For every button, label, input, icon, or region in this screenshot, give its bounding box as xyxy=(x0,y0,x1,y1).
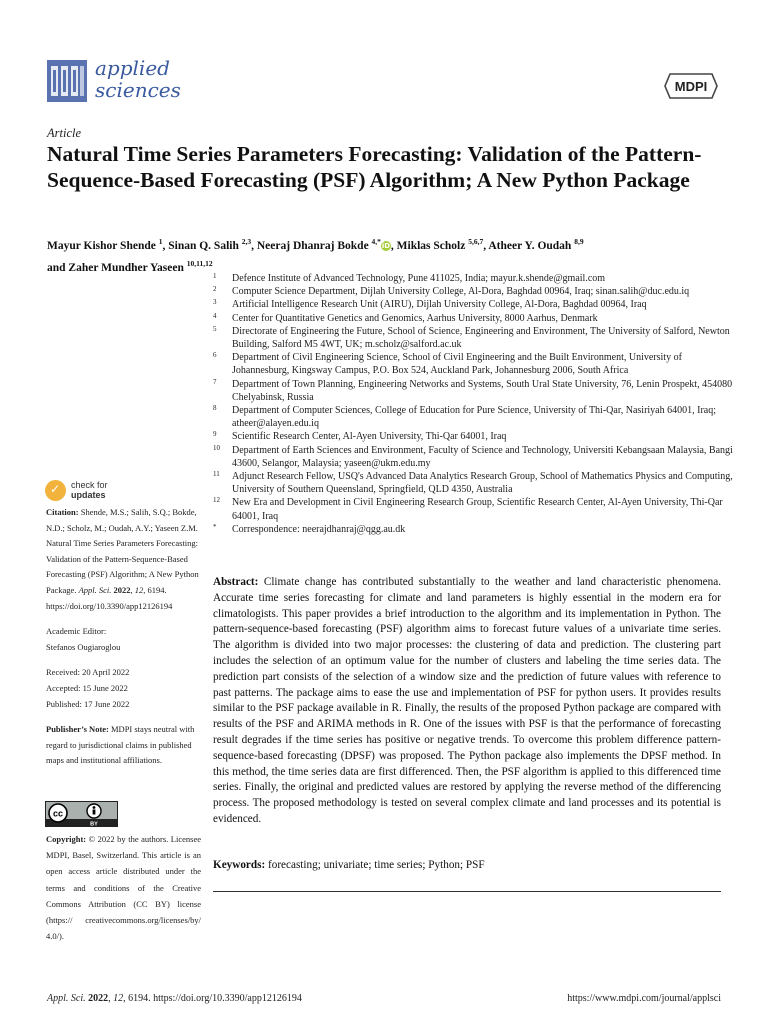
footer-citation: Appl. Sci. 2022, 12, 6194. https://doi.org/10.3390/app12126194 xyxy=(47,993,302,1004)
citation-volume: 12 xyxy=(134,584,144,595)
affiliation-text: Artificial Intelligence Research Unit (AIRU), Dijlah University College, Al-Dora, Baghdad 00964, Iraq xyxy=(232,299,647,311)
affiliation-number: 10 xyxy=(213,443,220,452)
publisher-note-label: Publisher’s Note: xyxy=(46,724,109,735)
author-name: Neeraj Dhanraj Bokde xyxy=(256,239,369,252)
affiliation-text: New Era and Development in Civil Engineering Research Group, Scientific Research Center, Al-Ayen University, Thi-Qar 64001, Iraq xyxy=(232,497,723,522)
affiliation-number: 11 xyxy=(213,470,220,479)
author-sup: 5,6,7 xyxy=(468,237,484,246)
affiliation-item xyxy=(213,325,733,351)
publisher-note-text: MDPI stays neutral with regard to jurisdictional claims in published maps and institutional affiliations. xyxy=(46,724,195,766)
affiliation-text: Center for Quantitative Genetics and Genomics, Aarhus University, 8000 Aarhus, Denmark xyxy=(232,312,598,324)
journal-name-line2: sciences xyxy=(95,78,181,102)
affiliation-item xyxy=(213,496,733,522)
academic-editor-label: Academic Editor: xyxy=(46,626,107,637)
mdpi-label: MDPI xyxy=(674,79,708,94)
citation-year: 2022 xyxy=(113,584,131,595)
affiliation-text: Department of Earth Sciences and Environment, Faculty of Science and Technology, Universiti Kebangsaan Malaysia, Bangi 43600, Selangor, Malaysia; yaseen@ukm.edu.my xyxy=(232,444,733,469)
affiliation-number: 8 xyxy=(213,404,217,413)
affiliations xyxy=(213,272,733,536)
author-sup: 1 xyxy=(158,237,163,246)
affiliation-item xyxy=(213,378,733,404)
affiliation-number: 1 xyxy=(213,272,217,280)
affiliation-item xyxy=(213,444,733,470)
affiliation-item xyxy=(213,430,733,443)
footer-volume: 12 xyxy=(113,993,124,1004)
affiliation-text: Computer Science Department, Dijlah University College, Al-Dora, Baghdad 00964, Iraq; sinan.salih@duc.edu.iq xyxy=(232,286,690,298)
affiliation-item xyxy=(213,351,733,377)
affiliation-number: * xyxy=(213,522,217,531)
footer-year: 2022 xyxy=(88,993,109,1004)
affiliation-item xyxy=(213,523,733,536)
affiliation-item xyxy=(213,404,733,430)
academic-editor-name: Stefanos Ougiaroglou xyxy=(46,641,121,652)
author-name: Atheer Y. Oudah xyxy=(488,239,572,252)
affiliation-number: 12 xyxy=(213,496,220,505)
keywords-label: Keywords: xyxy=(213,859,266,871)
journal-name-line1: applied xyxy=(95,56,170,80)
check-for-updates-label-bold: updates xyxy=(71,490,106,500)
author-sup: 4,* xyxy=(371,237,381,246)
section-divider xyxy=(213,891,721,892)
affiliation-number: 6 xyxy=(213,351,217,360)
affiliation-text: Department of Computer Sciences, College of Education for Pure Science, University of Thi-Qar, Nasiriyah 64001, Iraq; atheer@alayen.edu.iq xyxy=(232,405,716,430)
affiliation-text: Adjunct Research Fellow, USQ's Advanced Data Analytics Research Group, School of Mathematics Physics and Computing, University of Southern Queensland, Springfield, QLD 4350, Australia xyxy=(232,471,733,496)
citation-text: Shende, M.S.; Salih, S.Q.; Bokde, N.D.; Scholz, M.; Oudah, A.Y.; Yaseen Z.M. Natural Time Series Parameters Forecasting: Validation of the Pattern-Sequence-Based Forecasting (PSF) Algorithm; A New Python Package. xyxy=(46,507,199,595)
keywords-text: forecasting; univariate; time series; Python; PSF xyxy=(268,859,485,871)
affiliation-item xyxy=(213,285,733,298)
received-date: Received: 20 April 2022 xyxy=(46,667,130,678)
affiliation-item xyxy=(213,272,733,285)
author-name: Miklas Scholz xyxy=(396,239,466,252)
footer-journal: Appl. Sci. xyxy=(47,993,86,1004)
publisher-note xyxy=(46,722,201,769)
copyright-label: Copyright: xyxy=(46,834,87,844)
affiliation-text: Correspondence: neerajdhanraj@qgg.au.dk xyxy=(232,523,406,535)
citation-journal: Appl. Sci. xyxy=(78,584,112,595)
affiliation-text: Department of Town Planning, Engineering Networks and Systems, South Ural State University, 76, Lenin Prospekt, 454080 Chelyabinsk, Russia xyxy=(232,378,733,403)
affiliation-number: 2 xyxy=(213,285,217,294)
affiliation-item xyxy=(213,312,733,325)
citation-label: Citation: xyxy=(46,507,79,517)
footer-doi-link[interactable]: , 6194. https://doi.org/10.3390/app12126194 xyxy=(123,993,302,1004)
affiliation-number: 9 xyxy=(213,430,217,439)
affiliation-item xyxy=(213,298,733,311)
accepted-date: Accepted: 15 June 2022 xyxy=(46,682,128,693)
check-for-updates-button[interactable] xyxy=(45,480,165,502)
affiliation-item xyxy=(213,470,733,496)
copyright-block xyxy=(46,831,201,944)
published-date: Published: 17 June 2022 xyxy=(46,698,130,709)
citation-doi-link[interactable]: , 6194. https://doi.org/10.3390/app12126194 xyxy=(46,584,173,611)
author-sup: 2,3 xyxy=(241,237,252,246)
affiliation-text: Directorate of Engineering the Future, School of Science, Engineering and Environment, The University of Salford, Newton Building, Salford M5 4WT, UK; m.scholz@salford.ac.uk xyxy=(232,325,730,351)
affiliation-text: Department of Civil Engineering Science, School of Civil Engineering and the Built Environment, University of Johannesburg, Kingsway Campus, P.O. Box 524, Auckland Park, Johannesburg 2006, South Africa xyxy=(232,352,682,377)
author-sup: 8,9 xyxy=(574,237,584,246)
affiliation-number: 3 xyxy=(213,298,217,307)
journal-name xyxy=(95,57,181,101)
article-type: Article xyxy=(47,126,82,140)
check-for-updates-label: check for xyxy=(71,480,108,490)
affiliation-number: 4 xyxy=(213,311,217,320)
author-sup: 10,11,12 xyxy=(186,258,213,268)
mdpi-hexagon-icon xyxy=(664,72,718,100)
affiliation-number: 5 xyxy=(213,324,217,333)
orcid-icon[interactable]: iD xyxy=(381,241,391,250)
license-badge-text: BY xyxy=(90,821,98,827)
affiliation-text: Scientific Research Center, Al-Ayen University, Thi-Qar 64001, Iraq xyxy=(232,431,507,443)
footer-journal-url[interactable]: https://www.mdpi.com/journal/applsci xyxy=(567,993,721,1004)
abstract-text: Climate change has contributed substantially to the weather and land characteristic phenomena. Accurate time series forecasting for climate and land parameters is highly essential in the modern era for climatologists. This paper provides a brief introduction to the algorithm and its implementation in Python. The pattern-sequence-based forecasting (PSF) algorithm aims to forecast future values of a univariate time series. The algorithm is divided into two major processes: the clustering of data and prediction. The clustering part includes the selection of an optimum value for the number of clusters and labeling the time series data. The prediction part consists of the selection of a window size and the prediction of future values with reference to past patterns. The package aims to ease the use and implementation of PSF for python users. It provides results similar to the PSF package available in R. Finally, the results of the proposed Python package are compared with results of the PSF and ARIMA methods in R. One of the issues with PSF is that the performance of forecasting result degrades if the time series has positive or negative trends. To overcome this problem difference pattern-sequence-based forecasting (DPSF) was proposed. The Python package also implements the DPSF method. In this method, the time series data are first differenced. Then, the PSF algorithm is applied to this differenced time series. Finally, the original and predicted values are restored by applying the reverse method of the differencing process. The proposed methodology is tested on several complex climate and land processes and its potential is evidenced. xyxy=(213,576,721,825)
affiliation-text: Defence Institute of Advanced Technology, Pune 411025, India; mayur.k.shende@gmail.com xyxy=(232,273,606,284)
citation-block: Citation: Shende, M.S.; Salih, S.Q.; Bokde, N.D.; Scholz, M.; Oudah, A.Y.; Yaseen Z.M. Natural Time Series Parameters Forecasting: Validation of the Pattern-Sequence-Based Forecasting (PSF) Algorithm; A New Python Package. Appl. Sci. 2022, 12, 6194. https://doi.org/10.3390/app12126194 xyxy=(46,507,199,611)
svg-text:cc: cc xyxy=(52,808,64,819)
paper-title: Natural Time Series Parameters Forecasting: Validation of the Pattern-Sequence-Based Forecasting (PSF) Algorithm; A New Python Package xyxy=(47,142,702,192)
affiliation-number: 7 xyxy=(213,377,217,386)
author-name: Zaher Mundher Yaseen xyxy=(68,261,184,274)
abstract-label: Abstract: xyxy=(213,576,259,588)
author-name: Mayur Kishor Shende xyxy=(47,239,156,252)
author-list: Mayur Kishor Shende $^1$, Sinan Q. Salih $^{2,3}$, Neeraj Dhanraj Bokde $^{4,*}$iD, Miklas Scholz $^{5,6,7}$, Atheer Y. Oudah $^{8,9}$ and Zaher Mundher Yaseen $^{10,11,12}$ xyxy=(47,237,584,274)
cc-by-license-icon[interactable] xyxy=(45,801,118,827)
copyright-text: © 2022 by the authors. Licensee MDPI, Basel, Switzerland. This article is an open access article distributed under the terms and conditions of the Creative Commons Attribution (CC BY) license (https:// creativecommons.org/licenses/by/ 4.0/). xyxy=(46,834,201,942)
citation-sidebar xyxy=(46,505,201,769)
abstract xyxy=(213,575,721,828)
check-for-updates-icon: ✓ xyxy=(45,480,66,501)
journal-logo-icon xyxy=(47,60,87,102)
mdpi-logo xyxy=(664,72,718,105)
keywords xyxy=(213,858,721,874)
author-name: Sinan Q. Salih xyxy=(168,239,239,252)
